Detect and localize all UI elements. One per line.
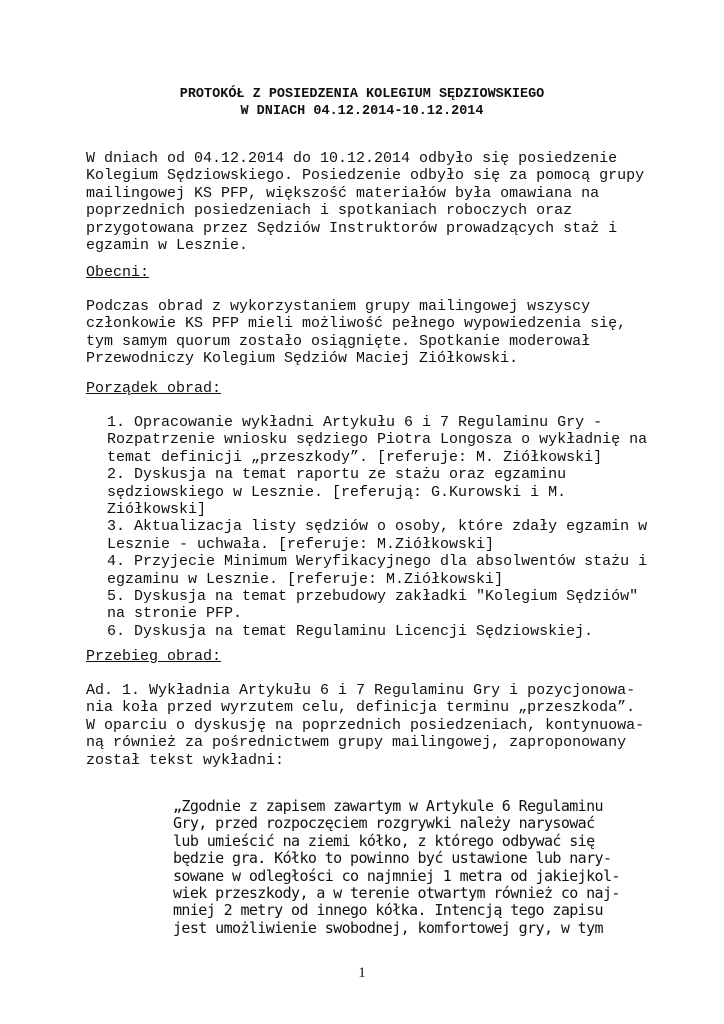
przebieg-line: nia koła przed wyrzutem celu, definicja terminu „przeszkoda”. (86, 699, 636, 717)
quote-line: „Zgodnie z zapisem zawartym w Artykule 6 Regulaminu (173, 797, 603, 815)
przebieg-paragraph (86, 682, 646, 769)
title-line-2: W DNIACH 04.12.2014-10.12.2014 (240, 104, 484, 119)
obecni-line: Przewodniczy Kolegium Sędziów Maciej Ziółkowski. (86, 350, 519, 368)
intro-line: mailingowej KS PFP, większość materiałów była omawiana na (86, 184, 600, 202)
quote-line: jest umożliwienie swobodnej, komfortowej gry, w tym (173, 918, 603, 937)
intro-line: Kolegium Sędziowskiego. Posiedzenie odbyło się za pomocą grupy (86, 167, 645, 185)
przebieg-line: W oparciu o dyskusję na poprzednich posiedzeniach, kontynuowa- (86, 716, 645, 734)
quote-line: będzie gra. Kółko to powinno być ustawione lub nary- (173, 849, 612, 868)
agenda-line: 1. Opracowanie wykładni Artykułu 6 i 7 Regulaminu Gry - (107, 414, 603, 431)
przebieg-line: został tekst wykładni: (86, 751, 285, 769)
quote-block (173, 798, 653, 937)
agenda-line: na stronie PFP. (107, 605, 243, 623)
quote-line: sowane w odległości co najmniej 1 metra od jakiejkol- (173, 866, 620, 885)
quote-line: wiek przeszkody, a w terenie otwartym również co naj- (173, 884, 620, 903)
przebieg-line: Ad. 1. Wykładnia Artykułu 6 i 7 Regulaminu Gry i pozycjonowa- (86, 682, 636, 699)
agenda-line: egzaminu w Lesznie. [referuje: M.Ziółkowski] (107, 570, 504, 588)
porzadek-heading: Porządek obrad: (86, 380, 222, 397)
przebieg-line: ną również za pośrednictwem grupy mailingowej, zaproponowany (86, 734, 627, 752)
agenda-list (107, 414, 667, 640)
agenda-line: 5. Dyskusja na temat przebudowy zakładki "Kolegium Sędziów" (107, 588, 639, 606)
obecni-line: członkowie KS PFP mieli możliwość pełnego wypowiedzenia się, (86, 315, 627, 333)
agenda-line: Rozpatrzenie wniosku sędziego Piotra Longosza o wykładnię na (107, 431, 648, 449)
quote-line: mniej 2 metry od innego kółka. Intencją tego zapisu (173, 901, 603, 920)
intro-line: przygotowana przez Sędziów Instruktorów prowadzących staż i (86, 219, 618, 237)
document-title (0, 86, 724, 120)
quote-line: Gry, przed rozpoczęciem rozgrywki należy narysować (173, 814, 595, 833)
intro-paragraph (86, 150, 646, 254)
obecni-line: tym samym quorum zostało osiągnięte. Spotkanie moderował (86, 332, 591, 350)
przebieg-heading: Przebieg obrad: (86, 648, 222, 665)
intro-line: poprzednich posiedzeniach i spotkaniach roboczych oraz (86, 202, 573, 220)
agenda-line: 4. Przyjecie Minimum Weryfikacyjnego dla absolwentów stażu i (107, 553, 648, 571)
quote-line: lub umieścić na ziemi kółko, z którego odbywać się (173, 831, 595, 850)
agenda-line: sędziowskiego w Lesznie. [referują: G.Kurowski i M. (107, 483, 567, 501)
obecni-line: Podczas obrad z wykorzystaniem grupy mailingowej wszyscy (86, 298, 591, 315)
obecni-paragraph (86, 298, 646, 368)
agenda-line: temat definicji „przeszkody”. [referuje: M. Ziółkowski] (107, 448, 603, 466)
agenda-line: 6. Dyskusja na temat Regulaminu Licencji Sędziowskiej. (107, 622, 594, 640)
agenda-line: Ziółkowski] (107, 501, 207, 519)
agenda-line: 2. Dyskusja na temat raportu ze stażu oraz egzaminu (107, 466, 567, 484)
intro-line: W dniach od 04.12.2014 do 10.12.2014 odbyło się posiedzenie (86, 150, 618, 167)
title-line-1: PROTOKÓŁ Z POSIEDZENIA KOLEGIUM SĘDZIOWSKIEGO (179, 87, 545, 102)
intro-line: egzamin w Lesznie. (86, 237, 249, 255)
agenda-line: Lesznie - uchwała. [referuje: M.Ziółkowski] (107, 535, 495, 553)
obecni-heading: Obecni: (86, 264, 150, 281)
agenda-line: 3. Aktualizacja listy sędziów o osoby, które zdały egzamin w (107, 518, 648, 536)
page-number: 1 (358, 965, 366, 981)
